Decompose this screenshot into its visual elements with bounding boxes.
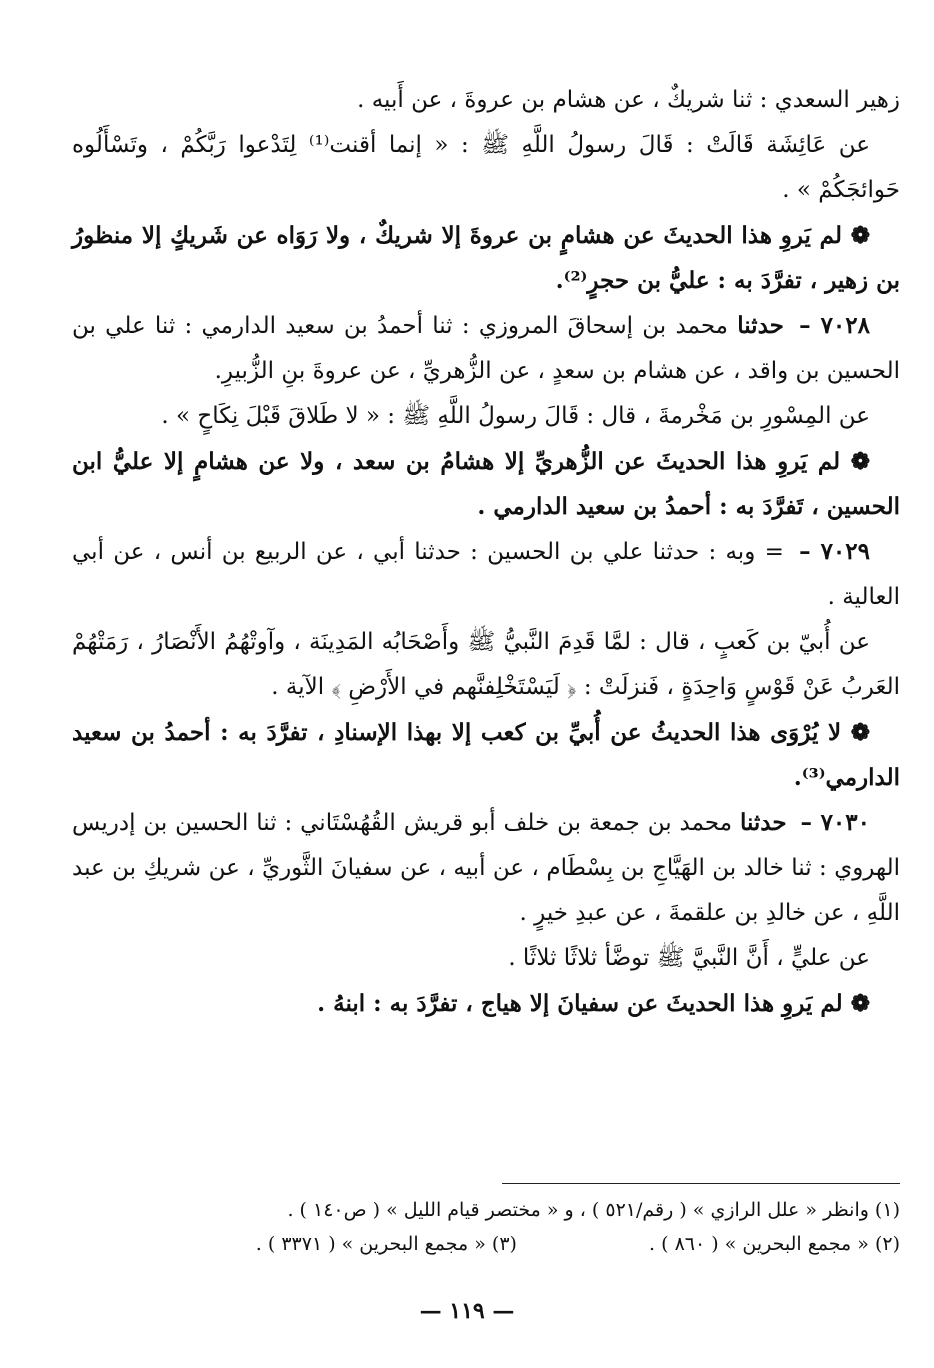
paragraph-hadith-text <box>72 123 900 213</box>
page-body <box>72 78 900 1026</box>
paragraph-text: لم يَروِ هذا الحديثَ عن الزُّهريِّ إلا هشامُ بن سعد ، ولا عن هشامٍ إلا عليُّ ابن الحسين ، تَفرَّدَ به : أحمدُ بن سعيد الدارمي . <box>72 448 900 520</box>
paragraph-text: لا يُرْوَى هذا الحديثُ عن أُبيِّ بن كعب إلا بهذا الإسنادِ ، تفرَّدَ به : أحمدُ بن سعيد الدارمي⁽³⁾. <box>72 719 900 791</box>
paragraph-commentary <box>72 981 900 1026</box>
footnotes <box>72 1193 900 1261</box>
paragraph-commentary <box>72 710 900 800</box>
hadith-entry-7030 <box>72 800 900 936</box>
paragraph-hadith-text <box>72 620 900 710</box>
paragraph-hadith-text <box>72 936 900 981</box>
paragraph-text: محمد بن جمعة بن خلف أبو قريش القُهُسْتَاني : ثنا الحسين بن إدريس الهروي : ثنا خالد بن الهَيَّاجِ بن بِسْطَام ، عن أبيه ، عن سفيانَ الثَّوريِّ ، عن شريكِ بن عبد اللَّهِ ، عن خالدِ بن علقمةَ ، عن عبدِ خيرٍ . <box>72 810 900 926</box>
hadith-number: ٧٠٢٩ – <box>799 538 870 565</box>
paragraph-text: عن أُبيّ بن كَعبٍ ، قال : لمَّا قَدِمَ النَّبيُّ ﷺ وأَصْحَابُه المَدِينَة ، وآوتْهُمُ الأَنْصَارُ ، رَمَتْهُمْ العَربُ عَنْ قَوْسٍ وَاحِدَةٍ ، فَنزلَتْ : ﴿ لَيَسْتَخْلِفنَّهم في الأَرْضِ ﴾ الآية . <box>72 629 900 700</box>
footnote-row <box>72 1193 900 1227</box>
paragraph-text: عن عليٍّ ، أَنَّ النَّبيَّ ﷺ توضَّأ ثلاثًا ثلاثًا . <box>508 945 870 971</box>
paragraph-commentary <box>72 213 900 303</box>
paragraph-text: = وبه : حدثنا علي بن الحسين : حدثنا أبي ، عن الربيع بن أنس ، عن أبي العالية . <box>72 539 900 610</box>
star-ornament: ❁ <box>850 222 871 249</box>
footnote-divider <box>502 1183 900 1184</box>
page-number: — ١١٩ — <box>419 1298 515 1324</box>
paragraph-commentary <box>72 439 900 529</box>
hadith-entry-7029 <box>72 529 900 620</box>
paragraph-text: محمد بن إسحاقَ المروزي : ثنا أحمدُ بن سعيد الدارمي : ثنا علي بن الحسين بن واقد ، عن هشام بن سعدٍ ، عن الزُّهريِّ ، عن عروةَ بنِ الزُّبيرِ. <box>72 313 900 384</box>
paragraph-text: لم يَروِ هذا الحديثَ عن هشامٍ بن عروةَ إلا شريكٌ ، ولا رَوَاه عن شَريكٍ إلا منظورُ بن زهير ، تفرَّدَ به : عليُّ بن حجرٍ⁽²⁾. <box>72 222 900 294</box>
hadith-entry-7028 <box>72 303 900 394</box>
footnote-2: (٢) « مجمع البحرين » ( ٨٦٠ ) . <box>649 1233 900 1255</box>
footnote-1: (١) وانظر « علل الرازي » ( رقم/٥٢١ ) ، و « مختصر قيام الليل » ( ص١٤٠ ) . <box>287 1199 900 1221</box>
paragraph-isnad-continuation <box>72 78 900 123</box>
star-ornament: ❁ <box>850 719 870 746</box>
paragraph-text: عن المِسْورِ بن مَخْرمةَ ، قال : قَالَ رسولُ اللَّهِ ﷺ : « لا طَلاقَ قَبْلَ نِكَاحٍ » . <box>161 403 870 429</box>
paragraph-text: زهير السعدي : ثنا شريكٌ ، عن هشام بن عروةَ ، عن أَبيه . <box>357 87 900 113</box>
star-ornament: ❁ <box>850 990 870 1017</box>
hadith-lead-word: حدثنا <box>739 809 787 836</box>
hadith-number: ٧٠٣٠ – <box>800 809 870 836</box>
footnote-row <box>72 1227 900 1261</box>
star-ornament: ❁ <box>850 448 871 475</box>
paragraph-hadith-text <box>72 394 900 439</box>
paragraph-text: لم يَروِ هذا الحديثَ عن سفيانَ إلا هياج ، تفرَّدَ به : ابنهُ . <box>317 990 843 1017</box>
paragraph-text: عن عَائِشَة قَالَتْ : قَالَ رسولُ اللَّهِ ﷺ : « إنما أقنت⁽¹⁾ لِتَدْعوا رَبَّكُمْ ، وتَسْأَلُوه حَوائجَكُمْ » . <box>72 132 900 203</box>
hadith-lead-word: حدثنا <box>737 312 784 339</box>
hadith-number: ٧٠٢٨ – <box>799 312 870 339</box>
footnote-3: (٣) « مجمع البحرين » ( ٣٣٧١ ) . <box>255 1233 517 1255</box>
